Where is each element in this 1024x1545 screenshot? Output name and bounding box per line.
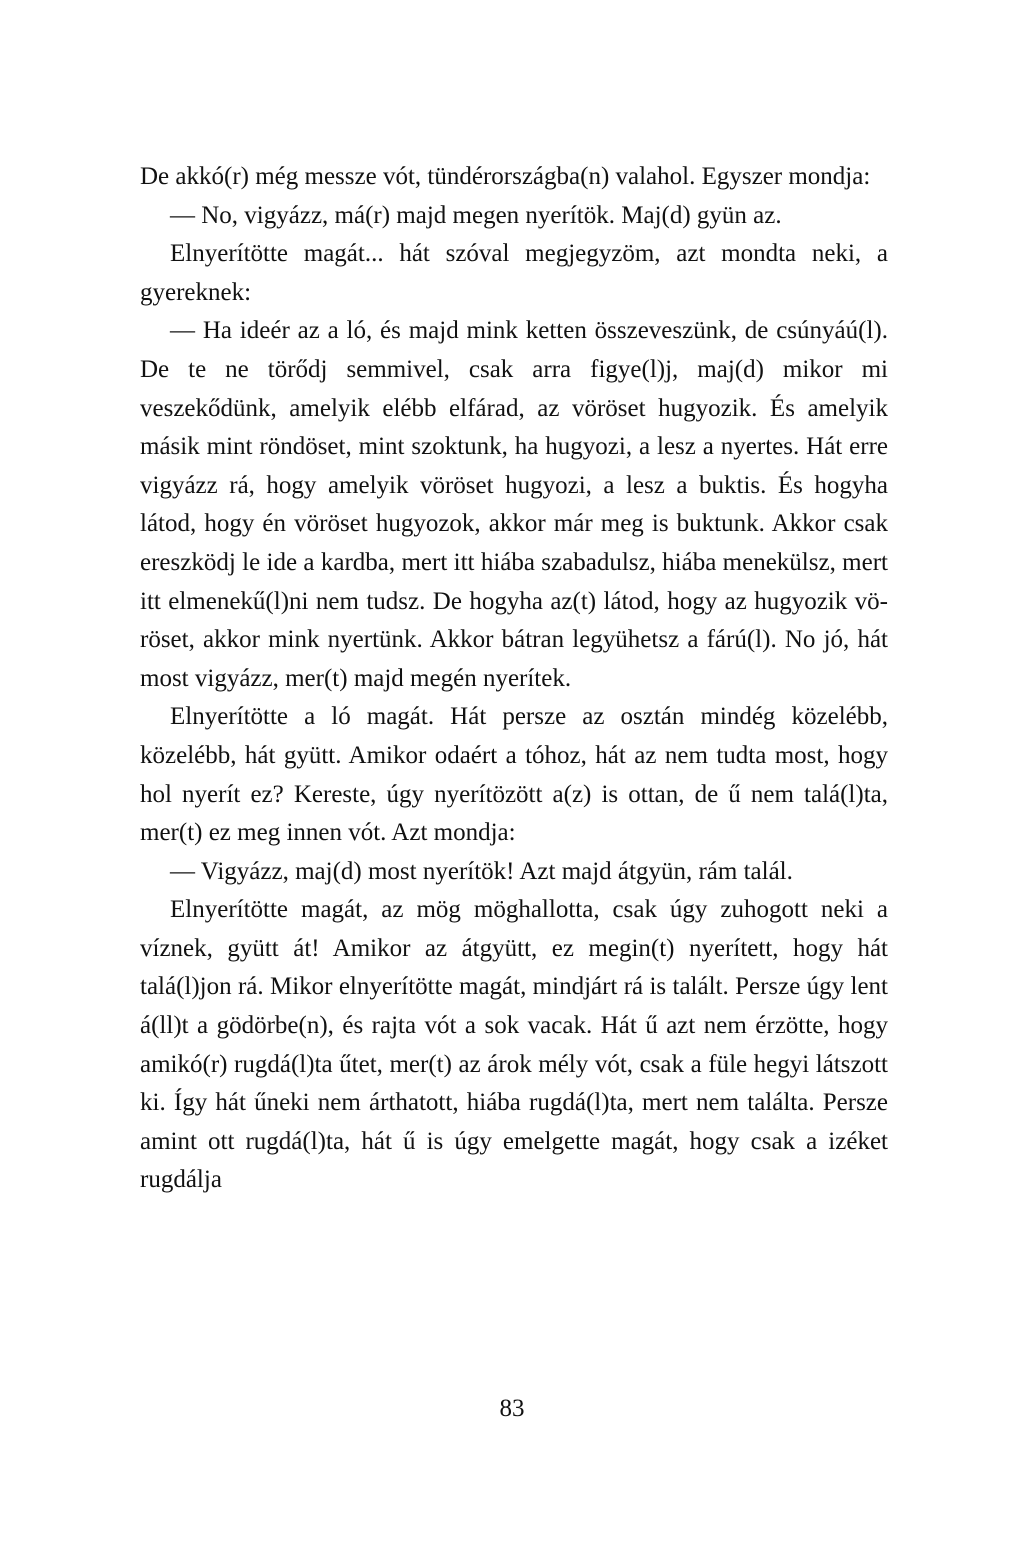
page-body <box>140 158 888 1200</box>
paragraph-4: — Ha ideér az a ló, és majd mink ketten összeveszünk, de csúnyáú(l). De te ne törődj semmivel, csak arra figye(l)j, maj(d) mikor mi veszekődünk, amelyik elébb elfárad, az vöröset hugyozik. És amelyik másik mint röndöset, mint szoktunk, ha hugyozi, a lesz a nyertes. Hát erre vigyázz rá, hogy amelyik vöröset hugyozi, a lesz a buktis. És hogyha látod, hogy én vöröset hugyozok, akkor már meg is buktunk. Akkor csak ereszködj le ide a kardba, mert itt hiába szabadulsz, hiába menekülsz, mert itt elmenekű(l)ni nem tudsz. De hogyha az(t) látod, hogy az hugyozik vöröset, akkor mink nyertünk. Akkor bátran legyühetsz a fárú(l). No jó, hát most vigyázz, mer(t) majd megén nyerítek. <box>140 317 888 692</box>
paragraph-1: De akkó(r) még messze vót, tündérországba(n) valahol. Egyszer mondja: <box>140 163 871 190</box>
paragraph-5: Elnyerítötte a ló magát. Hát persze az osztán mindég közelébb, közelébb, hát gyütt. Amikor odaért a tóhoz, hát az nem tudta most, hogy hol nyerít ez? Kereste, úgy nyerítözött a(z) is ottan, de ű nem talá(l)ta, mer(t) ez meg innen vót. Azt mondja: <box>140 703 888 847</box>
paragraph-7: Elnyerítötte magát, az mög möghallotta, csak úgy zuhogott neki a víznek, gyütt át! Amikor az átgyütt, ez megin(t) nyerített, hogy hát talá(l)jon rá. Mikor elnyerítötte magát, mindjárt rá is talált. Persze úgy lent á(ll)t a gödörbe(n), és rajta vót a sok vacak. Hát ű azt nem érzötte, hogy amikó(r) rugdá(l)ta űtet, mer(t) az árok mély vót, csak a füle hegyi látszott ki. Így hát űneki nem árthatott, hiába rugdá(l)ta, mert nem találta. Persze amint ott rugdá(l)ta, hát ű is úgy emelgette magát, hogy csak a izéket rugdálja <box>140 896 888 1194</box>
page-number: 83 <box>499 1395 525 1422</box>
paragraph-6: — Vigyázz, maj(d) most nyerítök! Azt majd átgyün, rám talál. <box>170 857 793 885</box>
paragraph-2: — No, vigyázz, má(r) majd megen nyerítök. Maj(d) gyün az. <box>170 201 782 229</box>
paragraph-3: Elnyerítötte magát... hát szóval megjegyzöm, azt mondta neki, a gyereknek: <box>140 240 888 306</box>
text-block <box>140 158 888 1200</box>
